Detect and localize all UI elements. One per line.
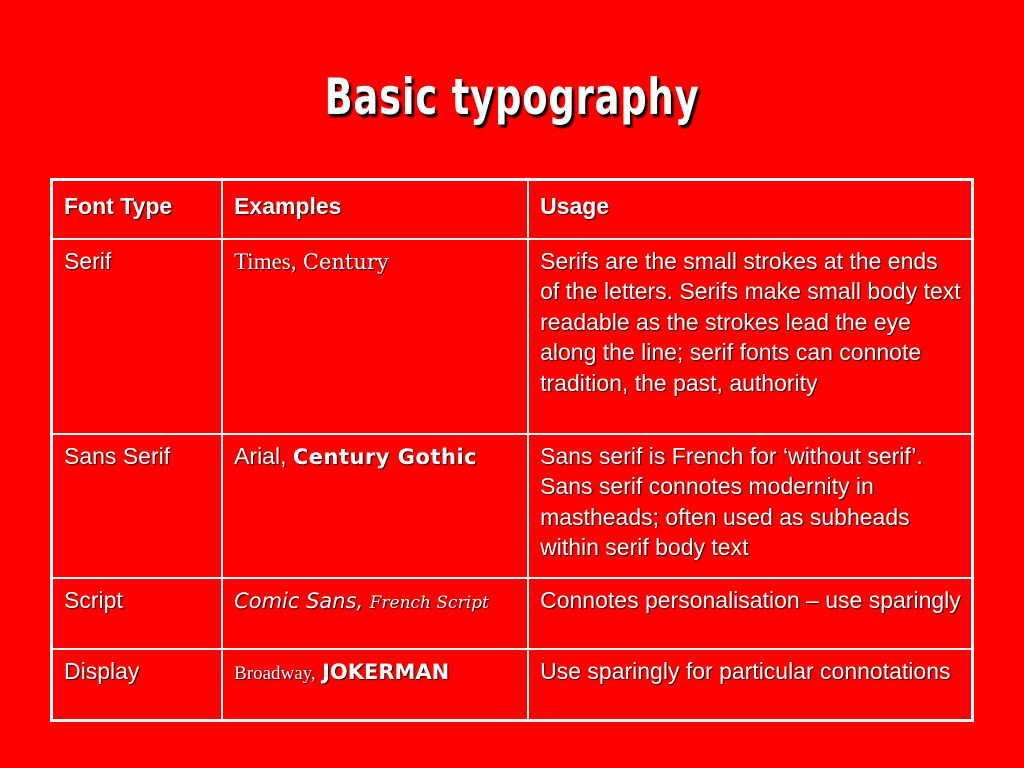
table-row-sans-serif — [52, 434, 973, 578]
usage-cell: Sans serif is French for ‘without serif’. Sans serif connotes modernity in mastheads; often used as subheads within serif body text — [528, 434, 972, 578]
usage-cell: Serifs are the small strokes at the ends of the letters. Serifs make small body text readable as the strokes lead the eye along the line; serif fonts can connote tradition, the past, authority — [528, 239, 972, 434]
example-broadway: Broadway, — [234, 662, 316, 684]
examples-cell — [222, 239, 528, 434]
example-arial: Arial, — [234, 442, 287, 469]
example-century: Century — [302, 249, 389, 274]
typography-table — [50, 178, 974, 722]
example-times: Times, — [234, 248, 297, 274]
table-row-display — [52, 649, 973, 721]
font-type-cell: Serif — [52, 239, 223, 434]
usage-cell: Connotes personalisation – use sparingly — [528, 578, 972, 649]
examples-cell — [222, 649, 528, 721]
font-type-cell: Display — [52, 649, 223, 721]
examples-cell — [222, 434, 528, 578]
slide-title: Basic typography — [324, 68, 700, 126]
example-comic-sans: Comic Sans, — [234, 588, 364, 613]
examples-cell — [222, 578, 528, 649]
usage-cell: Use sparingly for particular connotations — [528, 649, 972, 721]
table-header-row — [52, 180, 973, 239]
example-jokerman: JOKERMAN — [322, 659, 450, 684]
header-font-type: Font Type — [52, 180, 223, 239]
example-french-script: French Script — [369, 592, 489, 613]
example-century-gothic: Century Gothic — [292, 444, 478, 469]
table-row-serif — [52, 239, 973, 434]
header-usage: Usage — [528, 180, 972, 239]
table-row-script — [52, 578, 973, 649]
header-examples: Examples — [222, 180, 528, 239]
font-type-cell: Sans Serif — [52, 434, 223, 578]
font-type-cell: Script — [52, 578, 223, 649]
